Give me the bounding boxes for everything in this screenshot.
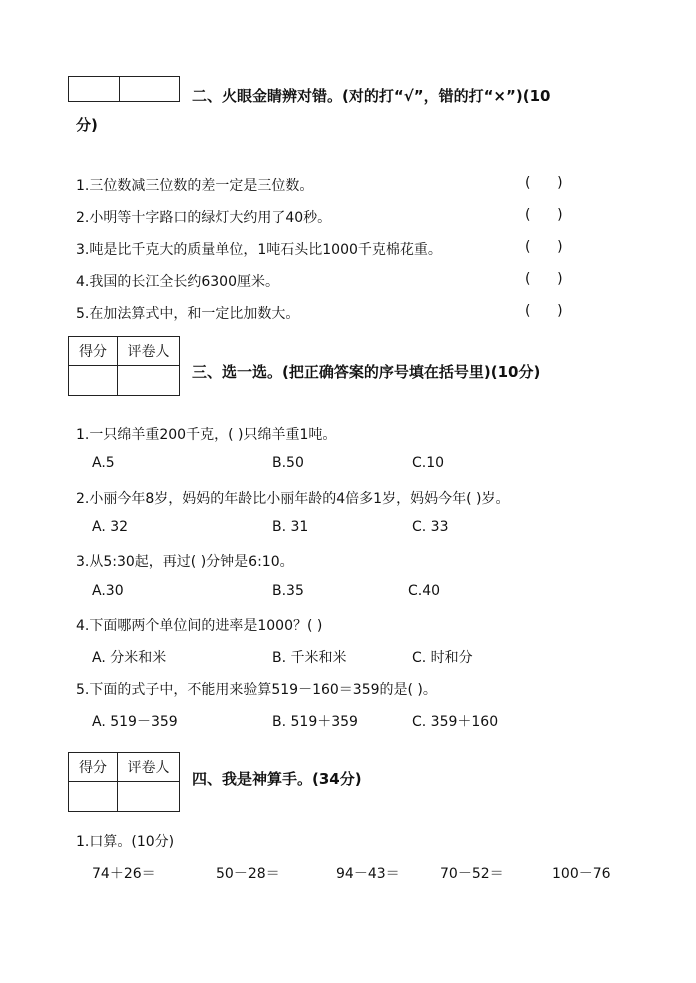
option-c[interactable]: C. 359＋160: [412, 714, 499, 730]
grader-cell[interactable]: [118, 782, 180, 812]
answer-paren-1[interactable]: ( ): [525, 175, 563, 191]
answer-paren-3[interactable]: ( ): [525, 239, 563, 255]
section4-title: 四、我是神算手。(34分): [192, 770, 362, 788]
section2-title-cont: 分): [76, 116, 98, 134]
tf-item-5: 5.在加法算式中，和一定比加数大。: [76, 306, 300, 322]
mc-question-1: 1.一只绵羊重200千克，( )只绵羊重1吨。: [76, 427, 337, 443]
answer-paren-2[interactable]: ( ): [525, 207, 563, 223]
oral-calc-heading: 1.口算。(10分): [76, 834, 175, 850]
tf-item-1: 1.三位数减三位数的差一定是三位数。: [76, 178, 314, 194]
grader-label: 评卷人: [118, 753, 180, 782]
tf-item-2: 2.小明等十字路口的绿灯大约用了40秒。: [76, 210, 332, 226]
option-a[interactable]: A. 32: [92, 519, 129, 535]
grader-cell[interactable]: [120, 77, 180, 102]
option-a[interactable]: A.5: [92, 455, 115, 471]
option-a[interactable]: A.30: [92, 583, 124, 599]
mc-question-2: 2.小丽今年8岁，妈妈的年龄比小丽年龄的4倍多1岁，妈妈今年( )岁。: [76, 491, 510, 507]
score-label: 得分: [69, 337, 118, 366]
score-cell[interactable]: [69, 782, 118, 812]
section3-title: 三、选一选。(把正确答案的序号填在括号里)(10分): [192, 363, 541, 381]
score-box-section4: [68, 752, 180, 812]
grader-label: 评卷人: [118, 337, 180, 366]
section2-title: 二、火眼金睛辨对错。(对的打“√”，错的打“×”)(10: [192, 87, 551, 105]
calc-item-3: 94－43＝: [336, 866, 400, 882]
option-b[interactable]: B. 31: [272, 519, 309, 535]
calc-item-1: 74＋26＝: [92, 866, 156, 882]
option-a[interactable]: A. 分米和米: [92, 650, 167, 666]
grader-cell[interactable]: [118, 366, 180, 396]
score-cell[interactable]: [69, 77, 120, 102]
option-b[interactable]: B. 千米和米: [272, 650, 347, 666]
answer-paren-5[interactable]: ( ): [525, 303, 563, 319]
option-c[interactable]: C. 时和分: [412, 650, 473, 666]
option-c[interactable]: C.10: [412, 455, 445, 471]
mc-question-5: 5.下面的式子中，不能用来验算519－160＝359的是( )。: [76, 682, 437, 698]
tf-item-3: 3.吨是比千克大的质量单位，1吨石头比1000千克棉花重。: [76, 242, 442, 258]
score-label: 得分: [69, 753, 118, 782]
calc-item-5: 100－76: [552, 866, 611, 882]
score-box-section3: [68, 336, 180, 396]
mc-question-4: 4.下面哪两个单位间的进率是1000？( ): [76, 618, 323, 634]
score-box-section2: [68, 76, 180, 102]
option-b[interactable]: B.50: [272, 455, 304, 471]
answer-paren-4[interactable]: ( ): [525, 271, 563, 287]
option-b[interactable]: B.35: [272, 583, 304, 599]
tf-item-4: 4.我国的长江全长约6300厘米。: [76, 274, 279, 290]
option-c[interactable]: C. 33: [412, 519, 449, 535]
calc-item-2: 50－28＝: [216, 866, 280, 882]
mc-question-3: 3.从5:30起，再过( )分钟是6:10。: [76, 554, 294, 570]
score-cell[interactable]: [69, 366, 118, 396]
option-b[interactable]: B. 519＋359: [272, 714, 358, 730]
option-a[interactable]: A. 519－359: [92, 714, 178, 730]
option-c[interactable]: C.40: [408, 583, 441, 599]
calc-item-4: 70－52＝: [440, 866, 504, 882]
